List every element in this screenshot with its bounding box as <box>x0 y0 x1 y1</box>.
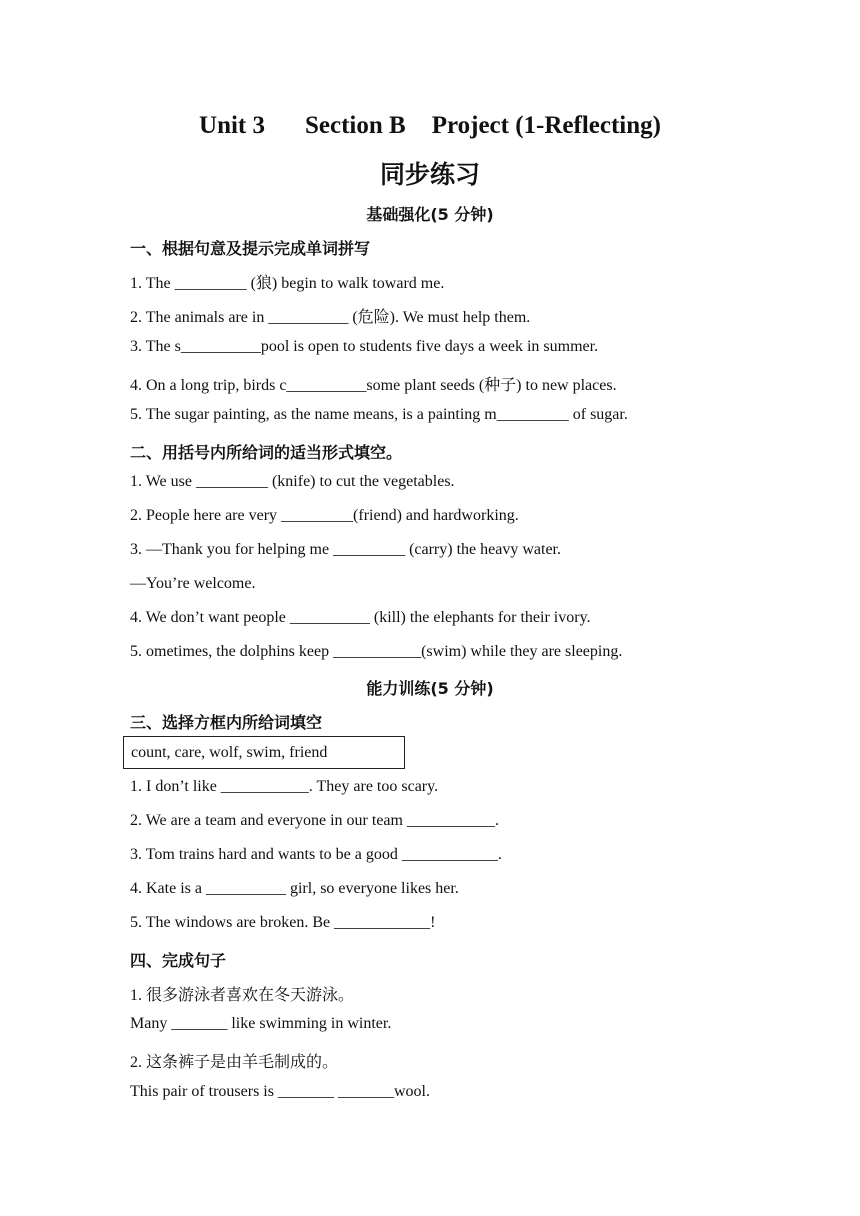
section-2-title: 二、用括号内所给词的适当形式填空。 <box>130 443 403 462</box>
exercise-line: 2. 这条裤子是由羊毛制成的。 <box>130 1054 339 1071</box>
exercise-line: Many _______ like swimming in winter. <box>130 1015 392 1032</box>
section-4-title: 四、完成句子 <box>130 951 227 970</box>
exercise-line: 1. We use _________ (knife) to cut the vegetables. <box>130 473 455 490</box>
section-3-title: 三、选择方框内所给词填空 <box>130 713 323 732</box>
exercise-line: 4. On a long trip, birds c__________some plant seeds (种子) to new places. <box>130 377 617 394</box>
title-project: Project (1-Reflecting) <box>431 112 661 139</box>
exercise-line: 3. —Thank you for helping me _________ (carry) the heavy water. <box>130 541 561 558</box>
page-title <box>0 112 860 140</box>
part-heading-basic: 基础强化(5 分钟) <box>366 205 494 224</box>
exercise-line: 2. People here are very _________(friend) and hardworking. <box>130 507 519 524</box>
exercise-line: 2. The animals are in __________ (危险). We must help them. <box>130 309 531 326</box>
page-subtitle: 同步练习 <box>379 160 480 189</box>
exercise-line: 5. The windows are broken. Be ____________! <box>130 914 436 931</box>
exercise-line: 5. ometimes, the dolphins keep ___________(swim) while they are sleeping. <box>130 643 623 660</box>
exercise-line: 4. Kate is a __________ girl, so everyone likes her. <box>130 880 459 897</box>
word-box-words: count, care, wolf, swim, friend <box>131 744 328 761</box>
exercise-line: 3. Tom trains hard and wants to be a good ____________. <box>130 846 502 863</box>
exercise-line: 2. We are a team and everyone in our team ___________. <box>130 812 499 829</box>
exercise-line: 4. We don’t want people __________ (kill) the elephants for their ivory. <box>130 609 591 626</box>
exercise-line: 1. I don’t like ___________. They are too scary. <box>130 778 439 795</box>
title-unit: Unit 3 <box>199 112 265 139</box>
exercise-line: 1. The _________ (狼) begin to walk toward me. <box>130 275 445 292</box>
part-heading-ability: 能力训练(5 分钟) <box>366 679 494 698</box>
exercise-line: 5. The sugar painting, as the name means, is a painting m_________ of sugar. <box>130 406 628 423</box>
title-section: Section B <box>305 112 406 139</box>
exercise-line: 3. The s__________pool is open to students five days a week in summer. <box>130 338 599 355</box>
section-1-title: 一、根据句意及提示完成单词拼写 <box>130 239 371 258</box>
exercise-line: This pair of trousers is _______ _______wool. <box>130 1083 430 1100</box>
word-box <box>123 736 405 769</box>
exercise-line: —You’re welcome. <box>130 575 256 592</box>
exercise-line: 1. 很多游泳者喜欢在冬天游泳。 <box>130 987 355 1004</box>
